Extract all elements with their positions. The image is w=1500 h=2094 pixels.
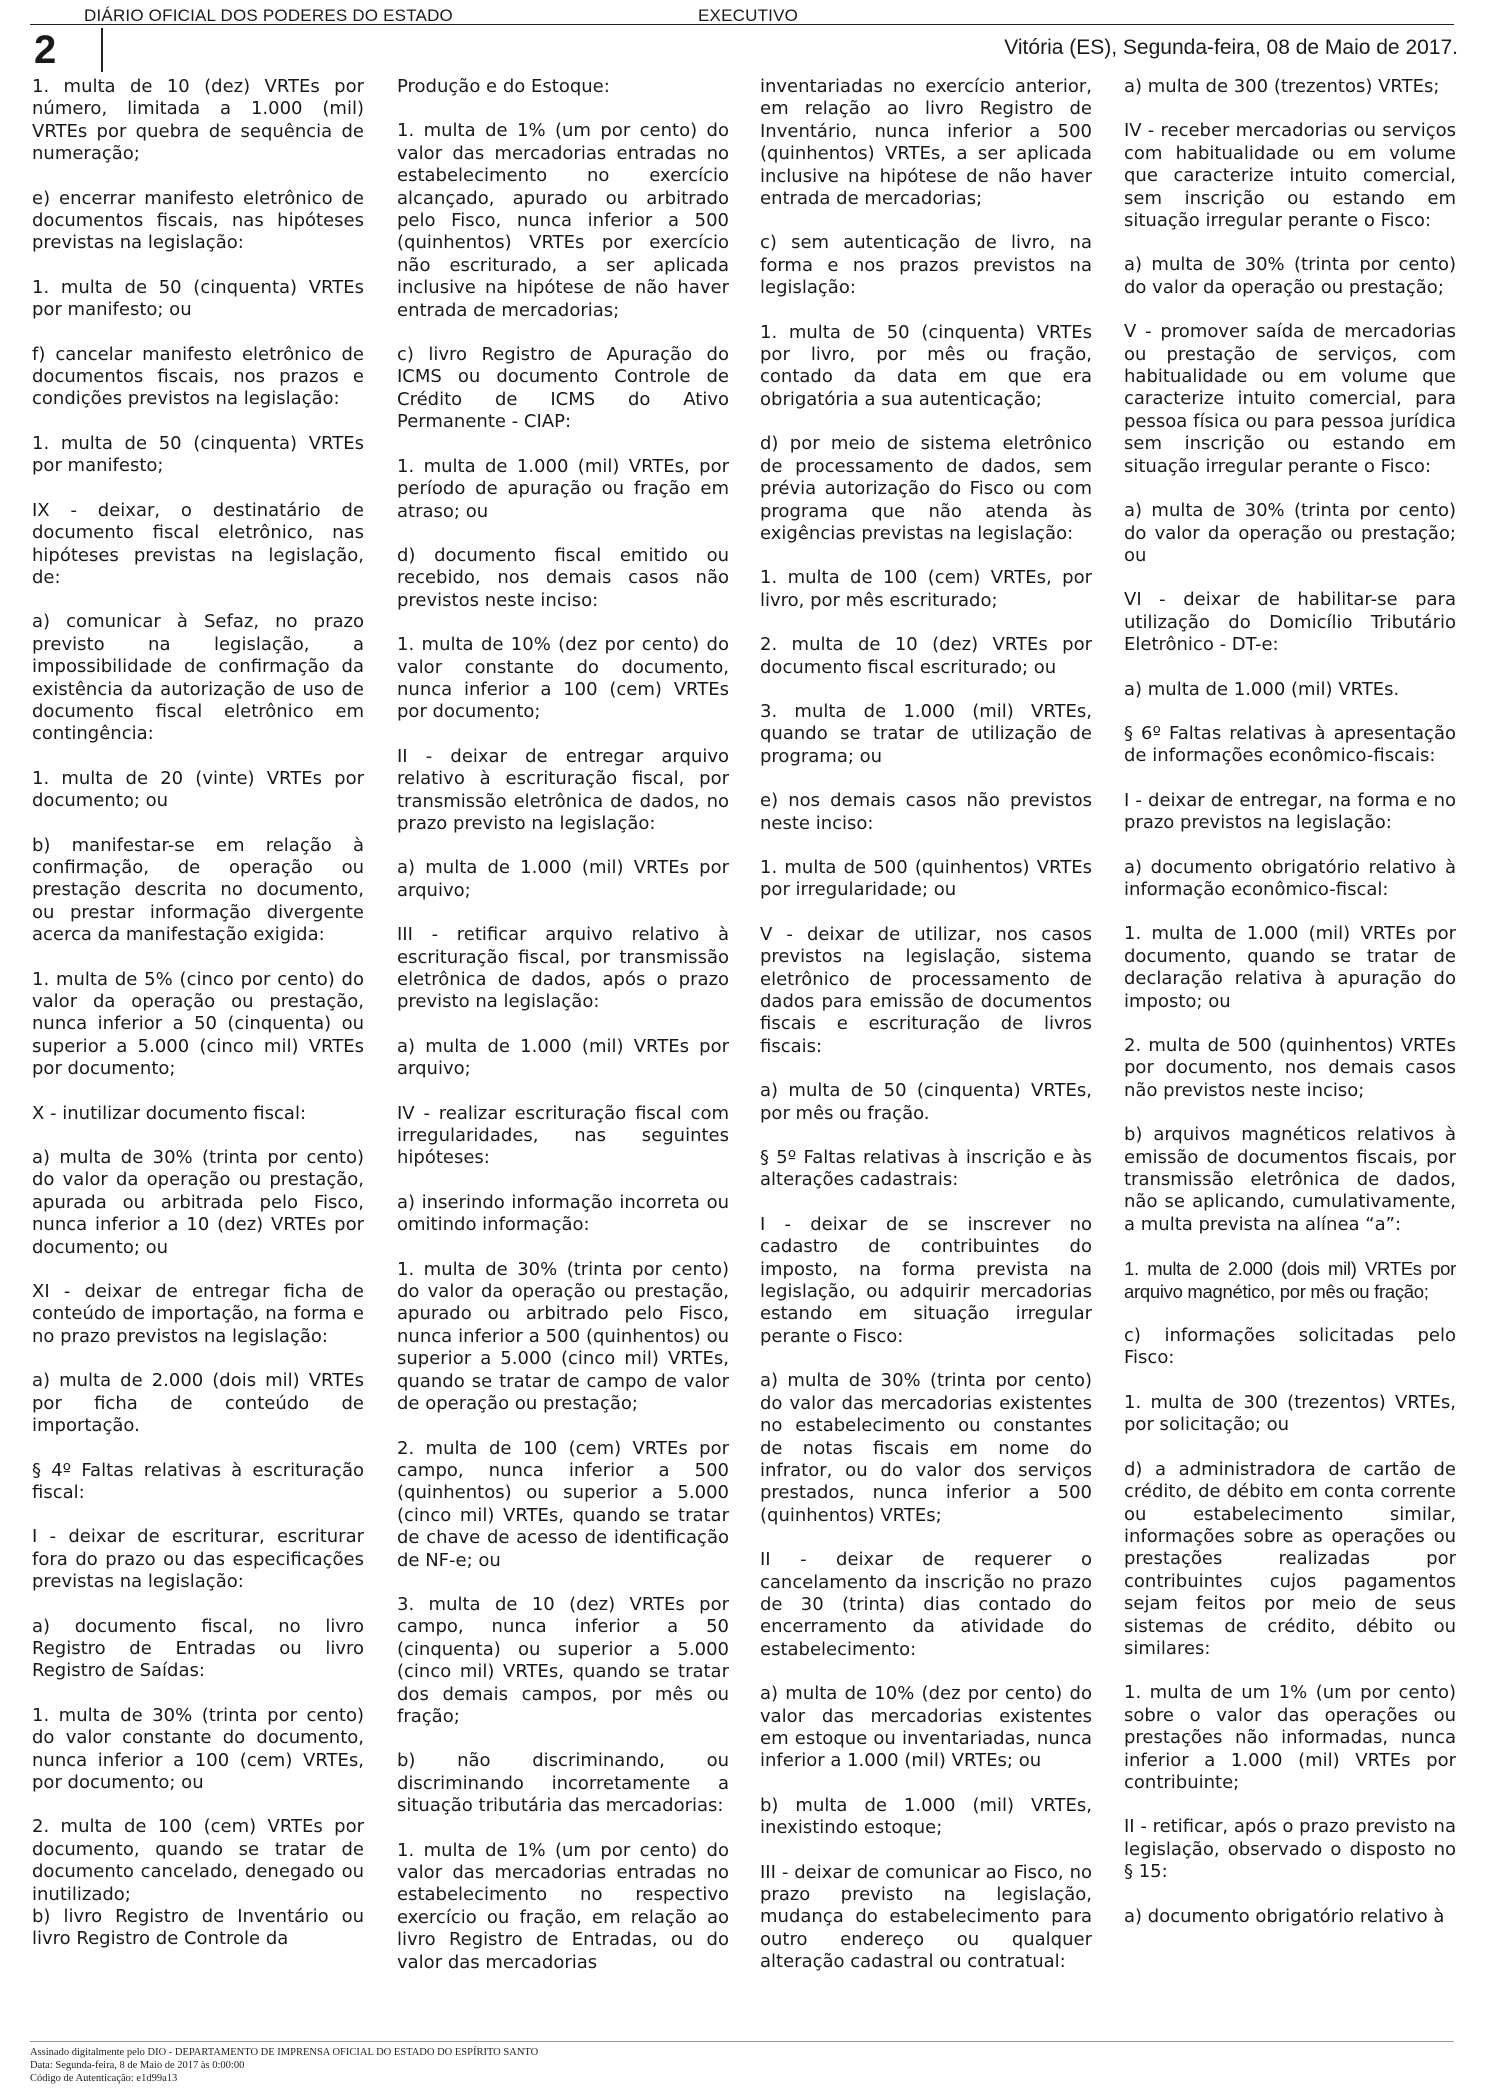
paragraph: 1. multa de 300 (trezentos) VRTEs, por solicitação; ou [1124,1391,1456,1436]
paragraph: 1. multa de 100 (cem) VRTEs, por livro, por mês escriturado; [760,567,1092,611]
paragraph: 3. multa de 1.000 (mil) VRTEs, quando se tratar de utilização de programa; ou [760,700,1092,767]
paragraph: 1. multa de 1% (um por cento) do valor das mercadorias entradas no estabelecimento no respectivo exercício ou fração, em relação ao livro Registro de Entradas, ou do valor das mercadorias [397,1839,729,1973]
date-line: Vitória (ES), Segunda-feira, 08 de Maio de 2017. [1004,36,1458,59]
paragraph: IX - deixar, o destinatário de documento fiscal eletrônico, nas hipóteses previstas na legislação, de: [32,499,364,588]
paragraph: b) manifestar-se em relação à confirmação, de operação ou prestação descrita no documento, ou prestar informação divergente acerca da manifestação exigida: [32,834,364,946]
paragraph: b) livro Registro de Inventário ou livro Registro de Controle da [32,1906,364,1950]
paragraph: 1. multa de 50 (cinquenta) VRTEs por manifesto; ou [32,276,364,321]
paragraph: IV - realizar escrituração fiscal com irregularidades, nas seguintes hipóteses: [397,1102,729,1169]
paragraph: 1. multa de 2.000 (dois mil) VRTEs por arquivo magnético, por mês ou fração; [1124,1258,1456,1302]
paragraph: a) multa de 1.000 (mil) VRTEs por arquivo; [397,1035,729,1080]
footer-signature: Assinado digitalmente pelo DIO - DEPARTAMENTO DE IMPRENSA OFICIAL DO ESTADO DO ESPÍRITO SANTO [30,2047,539,2058]
paragraph: d) a administradora de cartão de crédito, de débito em conta corrente ou estabelecimento similar, informações sobre as operações ou prestações realizadas por contribuintes cujos pagamentos sejam feitos por meio de seus sistemas de crédito, débito ou similares: [1124,1458,1456,1659]
paragraph: 1. multa de 10 (dez) VRTEs por número, limitada a 1.000 (mil) VRTEs por quebra de sequência de numeração; [32,76,364,165]
paragraph: a) documento obrigatório relativo à [1124,1905,1445,1927]
paragraph: 1. multa de 5% (cinco por cento) do valor da operação ou prestação, nunca inferior a 50 (cinquenta) ou superior a 5.000 (cinco mil) VRTEs por documento; [32,968,364,1080]
column-2 [397,76,729,2006]
paragraph: d) documento fiscal emitido ou recebido, nos demais casos não previstos neste inciso: [397,544,729,611]
paragraph: III - deixar de comunicar ao Fisco, no prazo previsto na legislação, mudança do estabelecimento para outro endereço ou qualquer alteração cadastral ou contratual: [760,1861,1092,1973]
paragraph: d) por meio de sistema eletrônico de processamento de dados, sem prévia autorização do Fisco ou com programa que não atenda às exigências previstas na legislação: [760,433,1092,544]
paragraph: e) nos demais casos não previstos neste inciso: [760,790,1092,834]
paragraph: a) documento obrigatório relativo à informação econômico-fiscal: [1124,856,1456,900]
header-rule [30,24,1454,25]
column-1 [32,76,364,2006]
paragraph: a) multa de 30% (trinta por cento) do valor das mercadorias existentes no estabelecimento ou constantes de notas fiscais em nome do infrator, ou do valor dos serviços prestados, nunca inferior a 500 (quinhentos) VRTEs; [760,1370,1092,1526]
paragraph: e) encerrar manifesto eletrônico de documentos fiscais, nas hipóteses previstas na legislação: [32,187,364,254]
paragraph: II - retificar, após o prazo previsto na legislação, observado o disposto no § 15: [1124,1816,1456,1883]
paragraph: 2. multa de 100 (cem) VRTEs por campo, nunca inferior a 500 (quinhentos) ou superior a 5.000 (cinco mil) VRTEs, quando se tratar de chave de acesso de identificação de NF-e; ou [397,1437,729,1571]
page-number-divider [101,28,103,72]
paragraph: II - deixar de requerer o cancelamento da inscrição no prazo de 30 (trinta) dias contado do encerramento da atividade do estabelecimento: [760,1549,1092,1660]
paragraph: a) multa de 1.000 (mil) VRTEs por arquivo; [397,857,729,901]
paragraph: 1. multa de 10% (dez por cento) do valor constante do documento, nunca inferior a 100 (cem) VRTEs por documento; [397,634,729,723]
paragraph: I - deixar de se inscrever no cadastro de contribuintes do imposto, na forma prevista na legislação, ou adquirir mercadorias estando em situação irregular perante o Fisco: [760,1213,1092,1347]
paragraph: a) multa de 30% (trinta por cento) do valor da operação ou prestação; [1124,254,1456,298]
paragraph: 1. multa de 50 (cinquenta) VRTEs por manifesto; [32,432,364,477]
paragraph: a) multa de 1.000 (mil) VRTEs. [1124,678,1400,700]
paragraph: I - deixar de entregar, na forma e no prazo previstos na legislação: [1124,789,1456,834]
paragraph: § 4º Faltas relativas à escrituração fiscal: [32,1459,364,1503]
paragraph: c) sem autenticação de livro, na forma e nos prazos previstos na legislação: [760,232,1092,299]
paragraph: b) arquivos magnéticos relativos à emissão de documentos fiscais, por transmissão eletrônica de dados, não se aplicando, cumulativamente, a multa prevista na alínea “a”: [1124,1124,1456,1235]
paragraph: a) multa de 30% (trinta por cento) do valor da operação ou prestação, apurada ou arbitrada pelo Fisco, nunca inferior a 10 (dez) VRTEs por documento; ou [32,1147,364,1258]
paragraph: Produção e do Estoque: [397,76,610,97]
paragraph: X - inutilizar documento fiscal: [32,1102,307,1124]
column-3 [760,76,1092,2006]
paragraph: § 6º Faltas relativas à apresentação de informações econômico-fiscais: [1124,722,1456,767]
footer-date: Data: Segunda-feira, 8 de Maio de 2017 às 0:00:00 [30,2060,245,2071]
paragraph: 2. multa de 500 (quinhentos) VRTEs por documento, nos demais casos não previstos neste inciso; [1124,1035,1456,1101]
running-header [0,4,1500,26]
paragraph: III - retificar arquivo relativo à escrituração fiscal, por transmissão eletrônica de dados, após o prazo previsto na legislação: [397,924,729,1013]
paragraph: 1. multa de 1.000 (mil) VRTEs por documento, quando se tratar de declaração relativa à apuração do imposto; ou [1124,923,1456,1012]
paragraph: IV - receber mercadorias ou serviços com habitualidade ou em volume que caracterize intuito comercial, sem inscrição ou estando em situação irregular perante o Fisco: [1124,120,1456,232]
paragraph: c) informações solicitadas pelo Fisco: [1124,1325,1456,1369]
paragraph: a) comunicar à Sefaz, no prazo previsto na legislação, a impossibilidade de confirmação da existência da autorização de uso de documento fiscal eletrônico em contingência: [32,611,364,745]
paragraph: § 5º Faltas relativas à inscrição e às alterações cadastrais: [760,1147,1092,1191]
footer-rule [30,2041,1454,2042]
paragraph: f) cancelar manifesto eletrônico de documentos fiscais, nos prazos e condições previstos na legislação: [32,343,364,410]
paragraph: II - deixar de entregar arquivo relativo à escrituração fiscal, por transmissão eletrônica de dados, no prazo previsto na legislação: [397,745,729,834]
paragraph: a) multa de 2.000 (dois mil) VRTEs por ficha de conteúdo de importação. [32,1370,364,1437]
paragraph: 1. multa de 30% (trinta por cento) do valor constante do documento, nunca inferior a 100 (cem) VRTEs, por documento; ou [32,1704,364,1793]
paragraph: V - deixar de utilizar, nos casos previstos na legislação, sistema eletrônico de processamento de dados para emissão de documentos fiscais e escrituração de livros fiscais: [760,923,1092,1057]
paragraph: 2. multa de 100 (cem) VRTEs por documento, quando se tratar de documento cancelado, denegado ou inutilizado; [32,1816,364,1905]
journal-name: DIÁRIO OFICIAL DOS PODERES DO ESTADO [84,6,453,25]
paragraph: a) multa de 50 (cinquenta) VRTEs, por mês ou fração. [760,1080,1092,1124]
paragraph: 1. multa de 500 (quinhentos) VRTEs por irregularidade; ou [760,856,1092,901]
paragraph: b) multa de 1.000 (mil) VRTEs, inexistindo estoque; [760,1794,1092,1839]
paragraph: inventariadas no exercício anterior, em relação ao livro Registro de Inventário, nunca inferior a 500 (quinhentos) VRTEs, a ser aplicada inclusive na hipótese de não haver entrada de mercadorias; [760,76,1092,210]
paragraph: 2. multa de 10 (dez) VRTEs por documento fiscal escriturado; ou [760,634,1092,678]
authentication-footer [30,2046,538,2085]
paragraph: 3. multa de 10 (dez) VRTEs por campo, nunca inferior a 50 (cinquenta) ou superior a 5.000 (cinco mil) VRTEs, quando se tratar dos demais campos, por mês ou fração; [397,1593,729,1727]
paragraph: XI - deixar de entregar ficha de conteúdo de importação, na forma e no prazo previstos na legislação: [32,1281,364,1347]
paragraph: b) não discriminando, ou discriminando incorretamente a situação tributária das mercadorias: [397,1750,729,1817]
column-4 [1124,76,1456,2006]
paragraph: c) livro Registro de Apuração do ICMS ou documento Controle de Crédito de ICMS do Ativo Permanente - CIAP: [397,344,729,433]
section-name: EXECUTIVO [698,6,799,25]
page-number: 2 [34,28,57,72]
paragraph: 1. multa de 1% (um por cento) do valor das mercadorias entradas no estabelecimento no exercício alcançado, apurado ou arbitrado pelo Fisco, nunca inferior a 500 (quinhentos) VRTEs por exercício não escriturado, a ser aplicada inclusive na hipótese de não haver entrada de mercadorias; [397,120,729,321]
article-columns [0,76,1500,2006]
paragraph: 1. multa de 20 (vinte) VRTEs por documento; ou [32,767,364,812]
paragraph: a) multa de 300 (trezentos) VRTEs; [1124,76,1440,97]
paragraph: I - deixar de escriturar, escriturar fora do prazo ou das especificações previstas na legislação: [32,1526,364,1593]
paragraph: V - promover saída de mercadorias ou prestação de serviços, com habitualidade ou em volume que caracterize intuito comercial, para pessoa física ou para pessoa jurídica sem inscrição ou estando em situação irregular perante o Fisco: [1124,321,1456,477]
paragraph: 1. multa de um 1% (um por cento) sobre o valor das operações ou prestações não informadas, nunca inferior a 1.000 (mil) VRTEs por contribuinte; [1124,1682,1456,1793]
paragraph: VI - deixar de habilitar-se para utilização do Domicílio Tributário Eletrônico - DT-e: [1124,589,1456,656]
paragraph: 1. multa de 1.000 (mil) VRTEs, por período de apuração ou fração em atraso; ou [397,455,729,522]
paragraph: a) inserindo informação incorreta ou omitindo informação: [397,1191,729,1236]
paragraph: 1. multa de 50 (cinquenta) VRTEs por livro, por mês ou fração, contado da data em que era obrigatória a sua autenticação; [760,321,1092,410]
paragraph: a) multa de 30% (trinta por cento) do valor da operação ou prestação; ou [1124,500,1456,566]
footer-auth-code: Código de Autenticação: e1d99a13 [30,2073,178,2084]
paragraph: a) documento fiscal, no livro Registro de Entradas ou livro Registro de Saídas: [32,1615,364,1682]
paragraph: 1. multa de 30% (trinta por cento) do valor da operação ou prestação, apurado ou arbitrado pelo Fisco, nunca inferior a 500 (quinhentos) ou superior a 5.000 (cinco mil) VRTEs, quando se tratar de campo de valor de operação ou prestação; [397,1258,729,1415]
paragraph: a) multa de 10% (dez por cento) do valor das mercadorias existentes em estoque ou inventariadas, nunca inferior a 1.000 (mil) VRTEs; ou [760,1683,1092,1772]
